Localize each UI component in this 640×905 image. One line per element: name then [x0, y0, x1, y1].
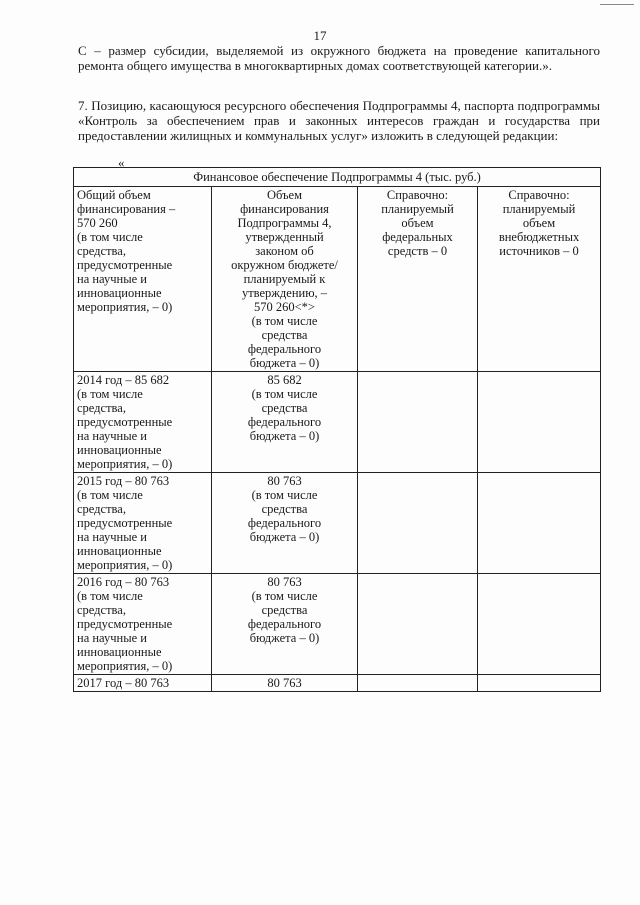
year-2017-federal-cell: [358, 675, 478, 692]
year-2014-federal-cell: [358, 372, 478, 473]
year-2016-cell: 2016 год – 80 763 (в том числе средства, предусмотренные на научные и инновационные мероприятия, – 0): [74, 574, 212, 675]
extrabudgetary-funds-cell: Справочно: планируемый объем внебюджетных источников – 0: [478, 187, 601, 372]
table-row: [74, 473, 601, 574]
year-2014-cell: 2014 год – 85 682 (в том числе средства, предусмотренные на научные и инновационные мероприятия, – 0): [74, 372, 212, 473]
year-2016-federal-cell: [358, 574, 478, 675]
subprogram-volume-cell: Объем финансирования Подпрограммы 4, утвержденный законом об окружном бюджете/ планируемый к утверждению, – 570 260<*> (в том числе средства федерального бюджета – 0): [212, 187, 358, 372]
year-2015-amount-cell: 80 763 (в том числе средства федерального бюджета – 0): [212, 473, 358, 574]
paragraph-subsidy-definition: С – размер субсидии, выделяемой из окружного бюджета на проведение капитального ремонта общего имущества в многоквартирных домах соответствующей категории.».: [78, 43, 600, 73]
year-2016-amount-cell: 80 763 (в том числе средства федерального бюджета – 0): [212, 574, 358, 675]
year-2014-amount-cell: 85 682 (в том числе средства федерального бюджета – 0): [212, 372, 358, 473]
year-2015-federal-cell: [358, 473, 478, 574]
table-header: Финансовое обеспечение Подпрограммы 4 (тыс. руб.): [74, 168, 601, 187]
financing-table: [73, 167, 601, 692]
table-row: [74, 574, 601, 675]
year-2015-cell: 2015 год – 80 763 (в том числе средства, предусмотренные на научные и инновационные мероприятия, – 0): [74, 473, 212, 574]
year-2014-extrabudgetary-cell: [478, 372, 601, 473]
total-financing-cell: Общий объем финансирования – 570 260 (в том числе средства, предусмотренные на научные и инновационные мероприятия, – 0): [74, 187, 212, 372]
opening-quote: «: [118, 155, 125, 170]
table-row: [74, 372, 601, 473]
table-row: [74, 675, 601, 692]
table-row: [74, 187, 601, 372]
paragraph-item-7: 7. Позицию, касающуюся ресурсного обеспечения Подпрограммы 4, паспорта подпрограммы «Контроль за обеспечением прав и законных интересов граждан и государства при предоставлении жилищных и коммунальных услуг» изложить в следующей редакции:: [78, 98, 600, 143]
year-2016-extrabudgetary-cell: [478, 574, 601, 675]
year-2015-extrabudgetary-cell: [478, 473, 601, 574]
table-header-row: [74, 168, 601, 187]
scan-edge-mark: [600, 4, 634, 5]
page-number: 17: [313, 28, 327, 43]
federal-funds-cell: Справочно: планируемый объем федеральных средств – 0: [358, 187, 478, 372]
year-2017-cell: 2017 год – 80 763: [74, 675, 212, 692]
year-2017-amount-cell: 80 763: [212, 675, 358, 692]
year-2017-extrabudgetary-cell: [478, 675, 601, 692]
